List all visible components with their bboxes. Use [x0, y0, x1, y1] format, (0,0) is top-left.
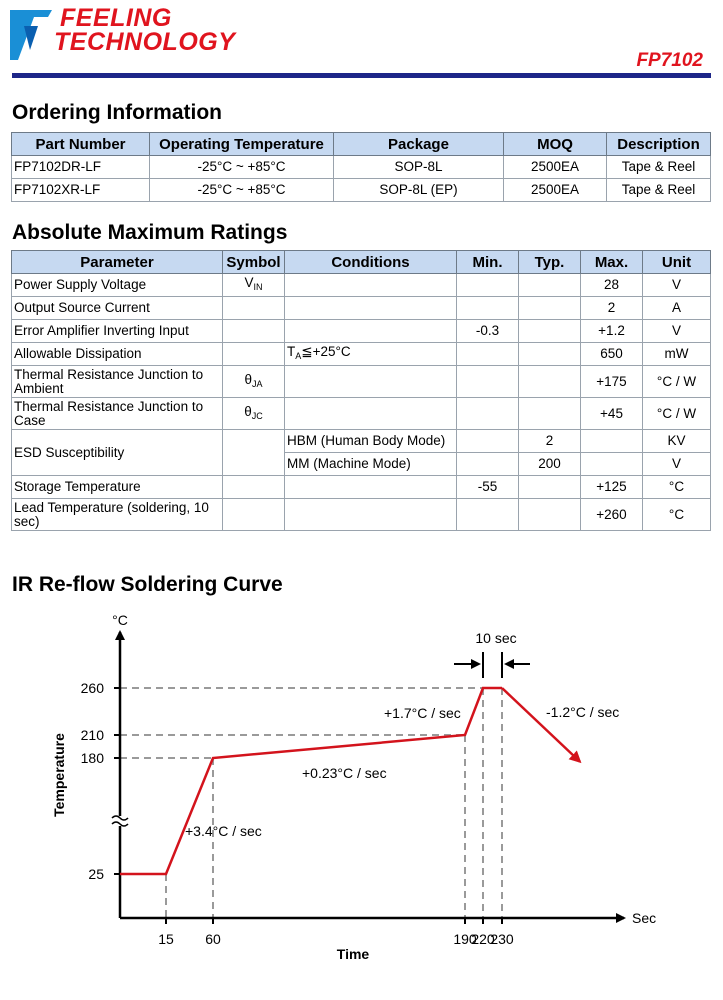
column-header: Parameter: [12, 251, 223, 274]
conditions-cell: [285, 398, 457, 430]
max-cell: 2: [581, 297, 643, 320]
table-row: [12, 179, 711, 202]
min-cell: [457, 366, 519, 398]
package-cell: SOP-8L (EP): [334, 179, 504, 202]
min-cell: [457, 499, 519, 531]
temperature-cell: -25°C ~ +85°C: [150, 156, 334, 179]
max-cell: 28: [581, 274, 643, 297]
y-tick-label: 260: [80, 680, 104, 696]
ordering-table: [11, 132, 711, 202]
table-row: [12, 274, 711, 297]
conditions-cell: MM (Machine Mode): [285, 453, 457, 476]
unit-cell: V: [643, 274, 711, 297]
moq-cell: 2500EA: [504, 156, 607, 179]
x-tick-labels: [158, 918, 514, 947]
table-row: [12, 343, 711, 366]
column-header: Symbol: [223, 251, 285, 274]
symbol-cell: [223, 430, 285, 476]
max-cell: +260: [581, 499, 643, 531]
typ-cell: [519, 343, 581, 366]
symbol-cell: [223, 343, 285, 366]
ratings-header-row: [12, 251, 711, 274]
conditions-cell: [285, 320, 457, 343]
conditions-cell: HBM (Human Body Mode): [285, 430, 457, 453]
typ-cell: [519, 297, 581, 320]
parameter-cell: Allowable Dissipation: [12, 343, 223, 366]
conditions-cell: [285, 366, 457, 398]
symbol-cell: $\theta_{JC}$: [223, 398, 285, 430]
x-unit-label: Sec: [632, 910, 657, 926]
window-label: 10 sec: [475, 630, 517, 646]
max-cell: [581, 430, 643, 453]
conditions-cell: [285, 476, 457, 499]
x-tick-label: 15: [158, 931, 174, 947]
max-cell: +45: [581, 398, 643, 430]
ratings-table: [11, 250, 711, 531]
logo-mark-icon: [8, 6, 54, 62]
unit-cell: KV: [643, 430, 711, 453]
table-row: [12, 320, 711, 343]
ordering-header-row: [12, 133, 711, 156]
company-logo: [8, 4, 248, 64]
column-header: Conditions: [285, 251, 457, 274]
soak-rate-label: +0.23°C / sec: [302, 765, 387, 781]
y-tick-labels: [81, 680, 120, 882]
description-cell: Tape & Reel: [607, 156, 711, 179]
y-axis-title: Temperature: [51, 733, 67, 817]
x-tick-label: 190: [453, 931, 477, 947]
column-header: Min.: [457, 251, 519, 274]
ramp-up-rate-label: +3.4°C / sec: [185, 823, 262, 839]
symbol-cell: [223, 297, 285, 320]
x-axis-title: Time: [336, 946, 370, 962]
typ-cell: [519, 320, 581, 343]
model-number: FP7102: [636, 50, 703, 71]
symbol-cell: $\theta_{JA}$: [223, 366, 285, 398]
conditions-cell: [285, 499, 457, 531]
unit-cell: V: [643, 453, 711, 476]
unit-cell: °C / W: [643, 398, 711, 430]
reflow-chart: [0, 600, 723, 1000]
parameter-cell: Error Amplifier Inverting Input: [12, 320, 223, 343]
ratings-title: Absolute Maximum Ratings: [12, 221, 288, 244]
parameter-cell: Lead Temperature (soldering, 10 sec): [12, 499, 223, 531]
parameter-cell: ESD Susceptibility: [12, 430, 223, 476]
cooling-arrow: [502, 688, 580, 762]
unit-cell: A: [643, 297, 711, 320]
table-row: [12, 430, 711, 453]
unit-cell: °C / W: [643, 366, 711, 398]
unit-cell: °C: [643, 499, 711, 531]
unit-cell: °C: [643, 476, 711, 499]
y-tick-label: 25: [88, 866, 104, 882]
column-header: Unit: [643, 251, 711, 274]
x-tick-label: 60: [205, 931, 221, 947]
table-row: [12, 499, 711, 531]
column-header: Max.: [581, 251, 643, 274]
max-cell: +125: [581, 476, 643, 499]
parameter-cell: Power Supply Voltage: [12, 274, 223, 297]
max-cell: +175: [581, 366, 643, 398]
parameter-cell: Storage Temperature: [12, 476, 223, 499]
table-row: [12, 297, 711, 320]
min-cell: [457, 297, 519, 320]
min-cell: [457, 430, 519, 453]
part-number-cell: FP7102DR-LF: [12, 156, 150, 179]
typ-cell: [519, 274, 581, 297]
table-row: [12, 398, 711, 430]
unit-cell: mW: [643, 343, 711, 366]
logo-text-feeling: FEELING: [60, 4, 172, 32]
max-cell: [581, 453, 643, 476]
cooling-rate-label: -1.2°C / sec: [546, 704, 620, 720]
ramp-peak-rate-label: +1.7°C / sec: [384, 705, 461, 721]
y-tick-label: 210: [80, 727, 104, 743]
conditions-cell: $T_A≦+25^\circ C$: [285, 343, 457, 366]
max-cell: +1.2: [581, 320, 643, 343]
description-cell: Tape & Reel: [607, 179, 711, 202]
typ-cell: [519, 499, 581, 531]
y-unit-label: °C: [112, 612, 128, 628]
moq-cell: 2500EA: [504, 179, 607, 202]
symbol-cell: [223, 499, 285, 531]
min-cell: -0.3: [457, 320, 519, 343]
temperature-cell: -25°C ~ +85°C: [150, 179, 334, 202]
parameter-cell: Thermal Resistance Junction to Ambient: [12, 366, 223, 398]
y-tick-label: 180: [80, 750, 104, 766]
min-cell: [457, 398, 519, 430]
typ-cell: [519, 476, 581, 499]
parameter-cell: Output Source Current: [12, 297, 223, 320]
min-cell: [457, 343, 519, 366]
unit-cell: V: [643, 320, 711, 343]
symbol-cell: [223, 476, 285, 499]
typ-cell: [519, 398, 581, 430]
typ-cell: 2: [519, 430, 581, 453]
column-header: Part Number: [12, 133, 150, 156]
column-header: Operating Temperature: [150, 133, 334, 156]
reflow-title: IR Re-flow Soldering Curve: [12, 573, 283, 596]
column-header: Typ.: [519, 251, 581, 274]
ordering-title: Ordering Information: [12, 101, 222, 124]
min-cell: [457, 453, 519, 476]
column-header: Description: [607, 133, 711, 156]
guide-lines: [120, 688, 502, 918]
table-row: [12, 366, 711, 398]
symbol-cell: $V_{IN}$: [223, 274, 285, 297]
typ-cell: 200: [519, 453, 581, 476]
symbol-cell: [223, 320, 285, 343]
min-cell: [457, 274, 519, 297]
package-cell: SOP-8L: [334, 156, 504, 179]
part-number-cell: FP7102XR-LF: [12, 179, 150, 202]
max-cell: 650: [581, 343, 643, 366]
table-row: [12, 156, 711, 179]
logo-text-technology: TECHNOLOGY: [54, 28, 236, 56]
conditions-cell: [285, 274, 457, 297]
parameter-cell: Thermal Resistance Junction to Case: [12, 398, 223, 430]
table-row: [12, 476, 711, 499]
x-tick-label: 230: [490, 931, 514, 947]
column-header: MOQ: [504, 133, 607, 156]
typ-cell: [519, 366, 581, 398]
min-cell: -55: [457, 476, 519, 499]
column-header: Package: [334, 133, 504, 156]
x-tick-label: 220: [471, 931, 495, 947]
conditions-cell: [285, 297, 457, 320]
header-rule: [12, 73, 711, 78]
